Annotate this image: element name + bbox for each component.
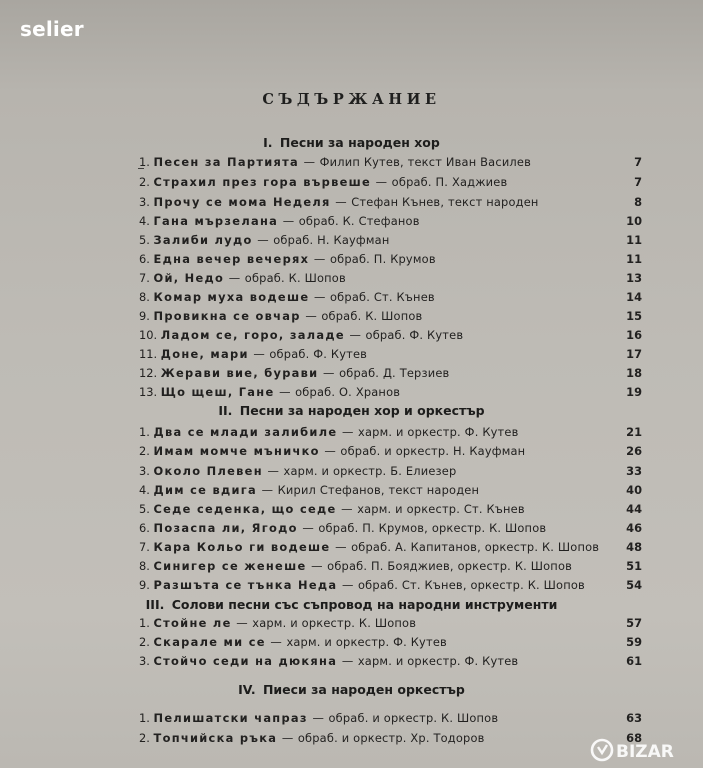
- entry-page: 68: [626, 731, 642, 745]
- entry-page: 54: [626, 578, 642, 592]
- entry-credit: обраб. П. Крумов, оркестр. К. Шопов: [318, 521, 547, 535]
- entry-title: Песен за Партията: [153, 155, 300, 169]
- entry-page: 13: [626, 271, 642, 285]
- entry-credit: обраб. и оркестр. Хр. Тодоров: [297, 731, 485, 745]
- entry-title: Около Плевен: [153, 464, 263, 478]
- entry-credit: обраб. К. Шопов: [321, 309, 423, 323]
- entry-title: Дим се вдига: [153, 483, 257, 497]
- entry-number: 2.: [139, 444, 150, 458]
- entry-page: 48: [626, 540, 642, 554]
- entry-page: 33: [626, 464, 642, 478]
- entry-credit: обраб. Ф. Кутев: [365, 328, 464, 342]
- entry-title: Стойчо седи на дюкяна: [153, 654, 338, 668]
- entry-credit: харм. и оркестр. К. Шопов: [252, 616, 417, 630]
- toc-entry: 8. Синигер се женеше — обраб. П. Бояджиев, оркестр. К. Шопов 51: [139, 559, 642, 573]
- entry-number: 1.: [139, 425, 150, 439]
- entry-page: 61: [626, 654, 642, 668]
- entry-page: 57: [626, 616, 642, 630]
- toc-entry: 12. Жерави вие, бурави — обраб. Д. Терзиев 18: [139, 366, 642, 380]
- entry-page: 11: [626, 233, 642, 247]
- entry-page: 44: [626, 502, 642, 516]
- toc-entry: 2. Страхил през гора вървеше — обраб. П. Хаджиев 7: [139, 175, 642, 189]
- toc-entry: 1. Стойне ле — харм. и оркестр. К. Шопов 57: [139, 616, 642, 630]
- entry-number: 4.: [139, 214, 150, 228]
- entry-credit: харм. и оркестр. Ф. Кутев: [357, 654, 519, 668]
- entry-number: 6.: [139, 521, 150, 535]
- entry-title: Страхил през гора вървеше: [153, 175, 372, 189]
- entry-credit: харм. и оркестр. Ф. Кутев: [358, 425, 519, 439]
- entry-credit: обраб. П. Бояджиев, оркестр. К. Шопов: [327, 559, 573, 573]
- entry-number: 8.: [139, 290, 150, 304]
- entry-credit: обраб. и оркестр. Н. Кауфман: [340, 444, 526, 458]
- toc-entry: 7. Кара Кольо ги водеше — обраб. А. Капитанов, оркестр. К. Шопов 48: [139, 540, 642, 554]
- toc-entry: 1. Два се млади залибиле — харм. и оркестр. Ф. Кутев 21: [139, 425, 642, 439]
- entry-credit: Стефан Кънев, текст народен: [351, 195, 539, 209]
- toc-entry: 2. Топчийска ръка — обраб. и оркестр. Хр. Тодоров 68: [139, 731, 642, 745]
- toc-entry: 4. Дим се вдига — Кирил Стефанов, текст народен 40: [139, 483, 642, 497]
- bizar-logo-icon: [588, 726, 703, 768]
- section-title: Песни за народен хор: [279, 135, 440, 150]
- section-number: II.: [218, 403, 233, 418]
- entry-number: 8.: [139, 559, 150, 573]
- entry-credit: харм. и оркестр. Ст. Кънев: [357, 502, 525, 516]
- entry-title: Една вечер вечерях: [153, 252, 310, 266]
- entry-credit: обраб. А. Капитанов, оркестр. К. Шопов: [351, 540, 600, 554]
- entry-number: 12.: [139, 366, 158, 380]
- entry-credit: обраб. Д. Терзиев: [339, 366, 450, 380]
- toc-entry: 5. Седе седенка, що седе — харм. и оркестр. Ст. Кънев 44: [139, 502, 642, 516]
- entry-number: 2.: [139, 635, 150, 649]
- entry-credit: обраб. О. Хранов: [295, 385, 401, 399]
- entry-page: 17: [626, 347, 642, 361]
- entry-credit: Кирил Стефанов, текст народен: [277, 483, 480, 497]
- entry-page: 11: [626, 252, 642, 266]
- section-title: Солови песни със съпровод на народни инструменти: [171, 597, 558, 612]
- entry-title: Ладом се, горо, заладе: [160, 328, 345, 342]
- entry-page: 10: [626, 214, 642, 228]
- entry-title: Топчийска ръка: [153, 731, 278, 745]
- entry-page: 14: [626, 290, 642, 304]
- entry-number: 5.: [139, 233, 150, 247]
- entry-title: Кара Кольо ги водеше: [153, 540, 331, 554]
- entry-number: 9.: [139, 578, 150, 592]
- toc-entry: 13. Що щеш, Гане — обраб. О. Хранов 19: [139, 385, 642, 399]
- toc-entry: 3. Прочу се мома Неделя — Стефан Кънев, текст народен 8: [139, 195, 642, 209]
- toc-entry: 5. Залиби лудо — обраб. Н. Кауфман 11: [139, 233, 642, 247]
- entry-number: 1.: [139, 711, 150, 725]
- entry-number: 4.: [139, 483, 150, 497]
- entry-number: 6.: [139, 252, 150, 266]
- site-watermark: selier: [20, 17, 84, 41]
- toc-entry: 1. Песен за Партията — Филип Кутев, текст Иван Василев 7: [139, 155, 642, 169]
- entry-title: Ой, Недо: [153, 271, 225, 285]
- entry-page: 46: [626, 521, 642, 535]
- toc-entry: 11. Доне, мари — обраб. Ф. Кутев 17: [139, 347, 642, 361]
- entry-title: Скарале ми се: [153, 635, 266, 649]
- entry-number: 10.: [139, 328, 158, 342]
- entry-title: Разшъта се тънка Неда: [153, 578, 338, 592]
- entry-page: 16: [626, 328, 642, 342]
- section-number: I.: [263, 135, 273, 150]
- section-title: Песни за народен хор и оркестър: [239, 403, 485, 418]
- entry-page: 8: [634, 195, 642, 209]
- toc-entry: 9. Провикна се овчар — обраб. К. Шопов 15: [139, 309, 642, 323]
- entry-number: 5.: [139, 502, 150, 516]
- entry-page: 40: [626, 483, 642, 497]
- entry-number: 7.: [139, 540, 150, 554]
- entry-title: Имам момче мъничко: [153, 444, 320, 458]
- page-title: СЪДЪРЖАНИЕ: [262, 91, 441, 108]
- entry-credit: обраб. Ст. Кънев: [330, 290, 435, 304]
- toc-entry: 6. Една вечер вечерях — обраб. П. Крумов 11: [139, 252, 642, 266]
- toc-entry: 1. Пелишатски чапраз — обраб. и оркестр. К. Шопов 63: [139, 711, 642, 725]
- entry-page: 63: [626, 711, 642, 725]
- entry-credit: обраб. Ф. Кутев: [269, 347, 368, 361]
- entry-title: Синигер се женеше: [153, 559, 307, 573]
- entry-credit: обраб. П. Хаджиев: [391, 175, 508, 189]
- toc-entry: 2. Имам момче мъничко — обраб. и оркестр. Н. Кауфман 26: [139, 444, 642, 458]
- entry-number: 1.: [139, 155, 150, 169]
- entry-number: 3.: [139, 654, 150, 668]
- toc-entry: 4. Гана мързелана — обраб. К. Стефанов 10: [139, 214, 642, 228]
- toc-entry: 10. Ладом се, горо, заладе — обраб. Ф. Кутев 16: [139, 328, 642, 342]
- entry-title: Стойне ле: [153, 616, 232, 630]
- entry-title: Провикна се овчар: [153, 309, 301, 323]
- entry-credit: обраб. К. Стефанов: [298, 214, 420, 228]
- section-heading-1: [0, 135, 703, 150]
- entry-credit: обраб. и оркестр. К. Шопов: [328, 711, 499, 725]
- toc-entry: 7. Ой, Недо — обраб. К. Шопов 13: [139, 271, 642, 285]
- entry-credit: обраб. Н. Кауфман: [273, 233, 390, 247]
- entry-page: 7: [634, 175, 642, 189]
- entry-page: 15: [626, 309, 642, 323]
- entry-title: Залиби лудо: [153, 233, 253, 247]
- entry-title: Пелишатски чапраз: [153, 711, 308, 725]
- entry-number: 1.: [139, 616, 150, 630]
- entry-title: Седе седенка, що седе: [153, 502, 337, 516]
- entry-credit: обраб. П. Крумов: [329, 252, 436, 266]
- toc-entry: 3. Стойчо седи на дюкяна — харм. и оркестр. Ф. Кутев 61: [139, 654, 642, 668]
- entry-number: 11.: [139, 347, 158, 361]
- entry-credit: харм. и оркестр. Ф. Кутев: [286, 635, 447, 649]
- section-number: III.: [145, 597, 165, 612]
- section-heading-2: [0, 403, 703, 418]
- section-number: IV.: [238, 682, 256, 697]
- section-title: Пиеси за народен оркестър: [262, 682, 465, 697]
- entry-page: 7: [634, 155, 642, 169]
- entry-page: 26: [626, 444, 642, 458]
- entry-credit: обраб. Ст. Кънев, оркестр. К. Шопов: [358, 578, 585, 592]
- entry-page: 19: [626, 385, 642, 399]
- toc-entry: 8. Комар муха водеше — обраб. Ст. Кънев 14: [139, 290, 642, 304]
- entry-credit: харм. и оркестр. Б. Елиезер: [283, 464, 457, 478]
- entry-credit: Филип Кутев, текст Иван Василев: [319, 155, 532, 169]
- entry-credit: обраб. К. Шопов: [244, 271, 346, 285]
- entry-page: 51: [626, 559, 642, 573]
- entry-title: Прочу се мома Неделя: [153, 195, 331, 209]
- toc-entry: 6. Позаспа ли, Ягодо — обраб. П. Крумов, оркестр. К. Шопов 46: [139, 521, 642, 535]
- section-heading-3: [0, 597, 703, 612]
- entry-page: 18: [626, 366, 642, 380]
- section-heading-4: [0, 682, 703, 697]
- toc-entry: 2. Скарале ми се — харм. и оркестр. Ф. Кутев 59: [139, 635, 642, 649]
- entry-title: Позаспа ли, Ягодо: [153, 521, 298, 535]
- logo-text: BIZAR: [616, 742, 674, 762]
- entry-number: 13.: [139, 385, 158, 399]
- toc-entry: 9. Разшъта се тънка Неда — обраб. Ст. Кънев, оркестр. К. Шопов 54: [139, 578, 642, 592]
- entry-title: Гана мързелана: [153, 214, 279, 228]
- entry-number: 2.: [139, 731, 150, 745]
- entry-number: 2.: [139, 175, 150, 189]
- entry-title: Два се млади залибиле: [153, 425, 338, 439]
- entry-title: Комар муха водеше: [153, 290, 310, 304]
- entry-page: 21: [626, 425, 642, 439]
- entry-number: 3.: [139, 195, 150, 209]
- entry-number: 7.: [139, 271, 150, 285]
- entry-title: Що щеш, Гане: [160, 385, 275, 399]
- entry-page: 59: [626, 635, 642, 649]
- entry-number: 3.: [139, 464, 150, 478]
- entry-number: 9.: [139, 309, 150, 323]
- entry-title: Жерави вие, бурави: [160, 366, 319, 380]
- entry-title: Доне, мари: [160, 347, 249, 361]
- toc-entry: 3. Около Плевен — харм. и оркестр. Б. Елиезер 33: [139, 464, 642, 478]
